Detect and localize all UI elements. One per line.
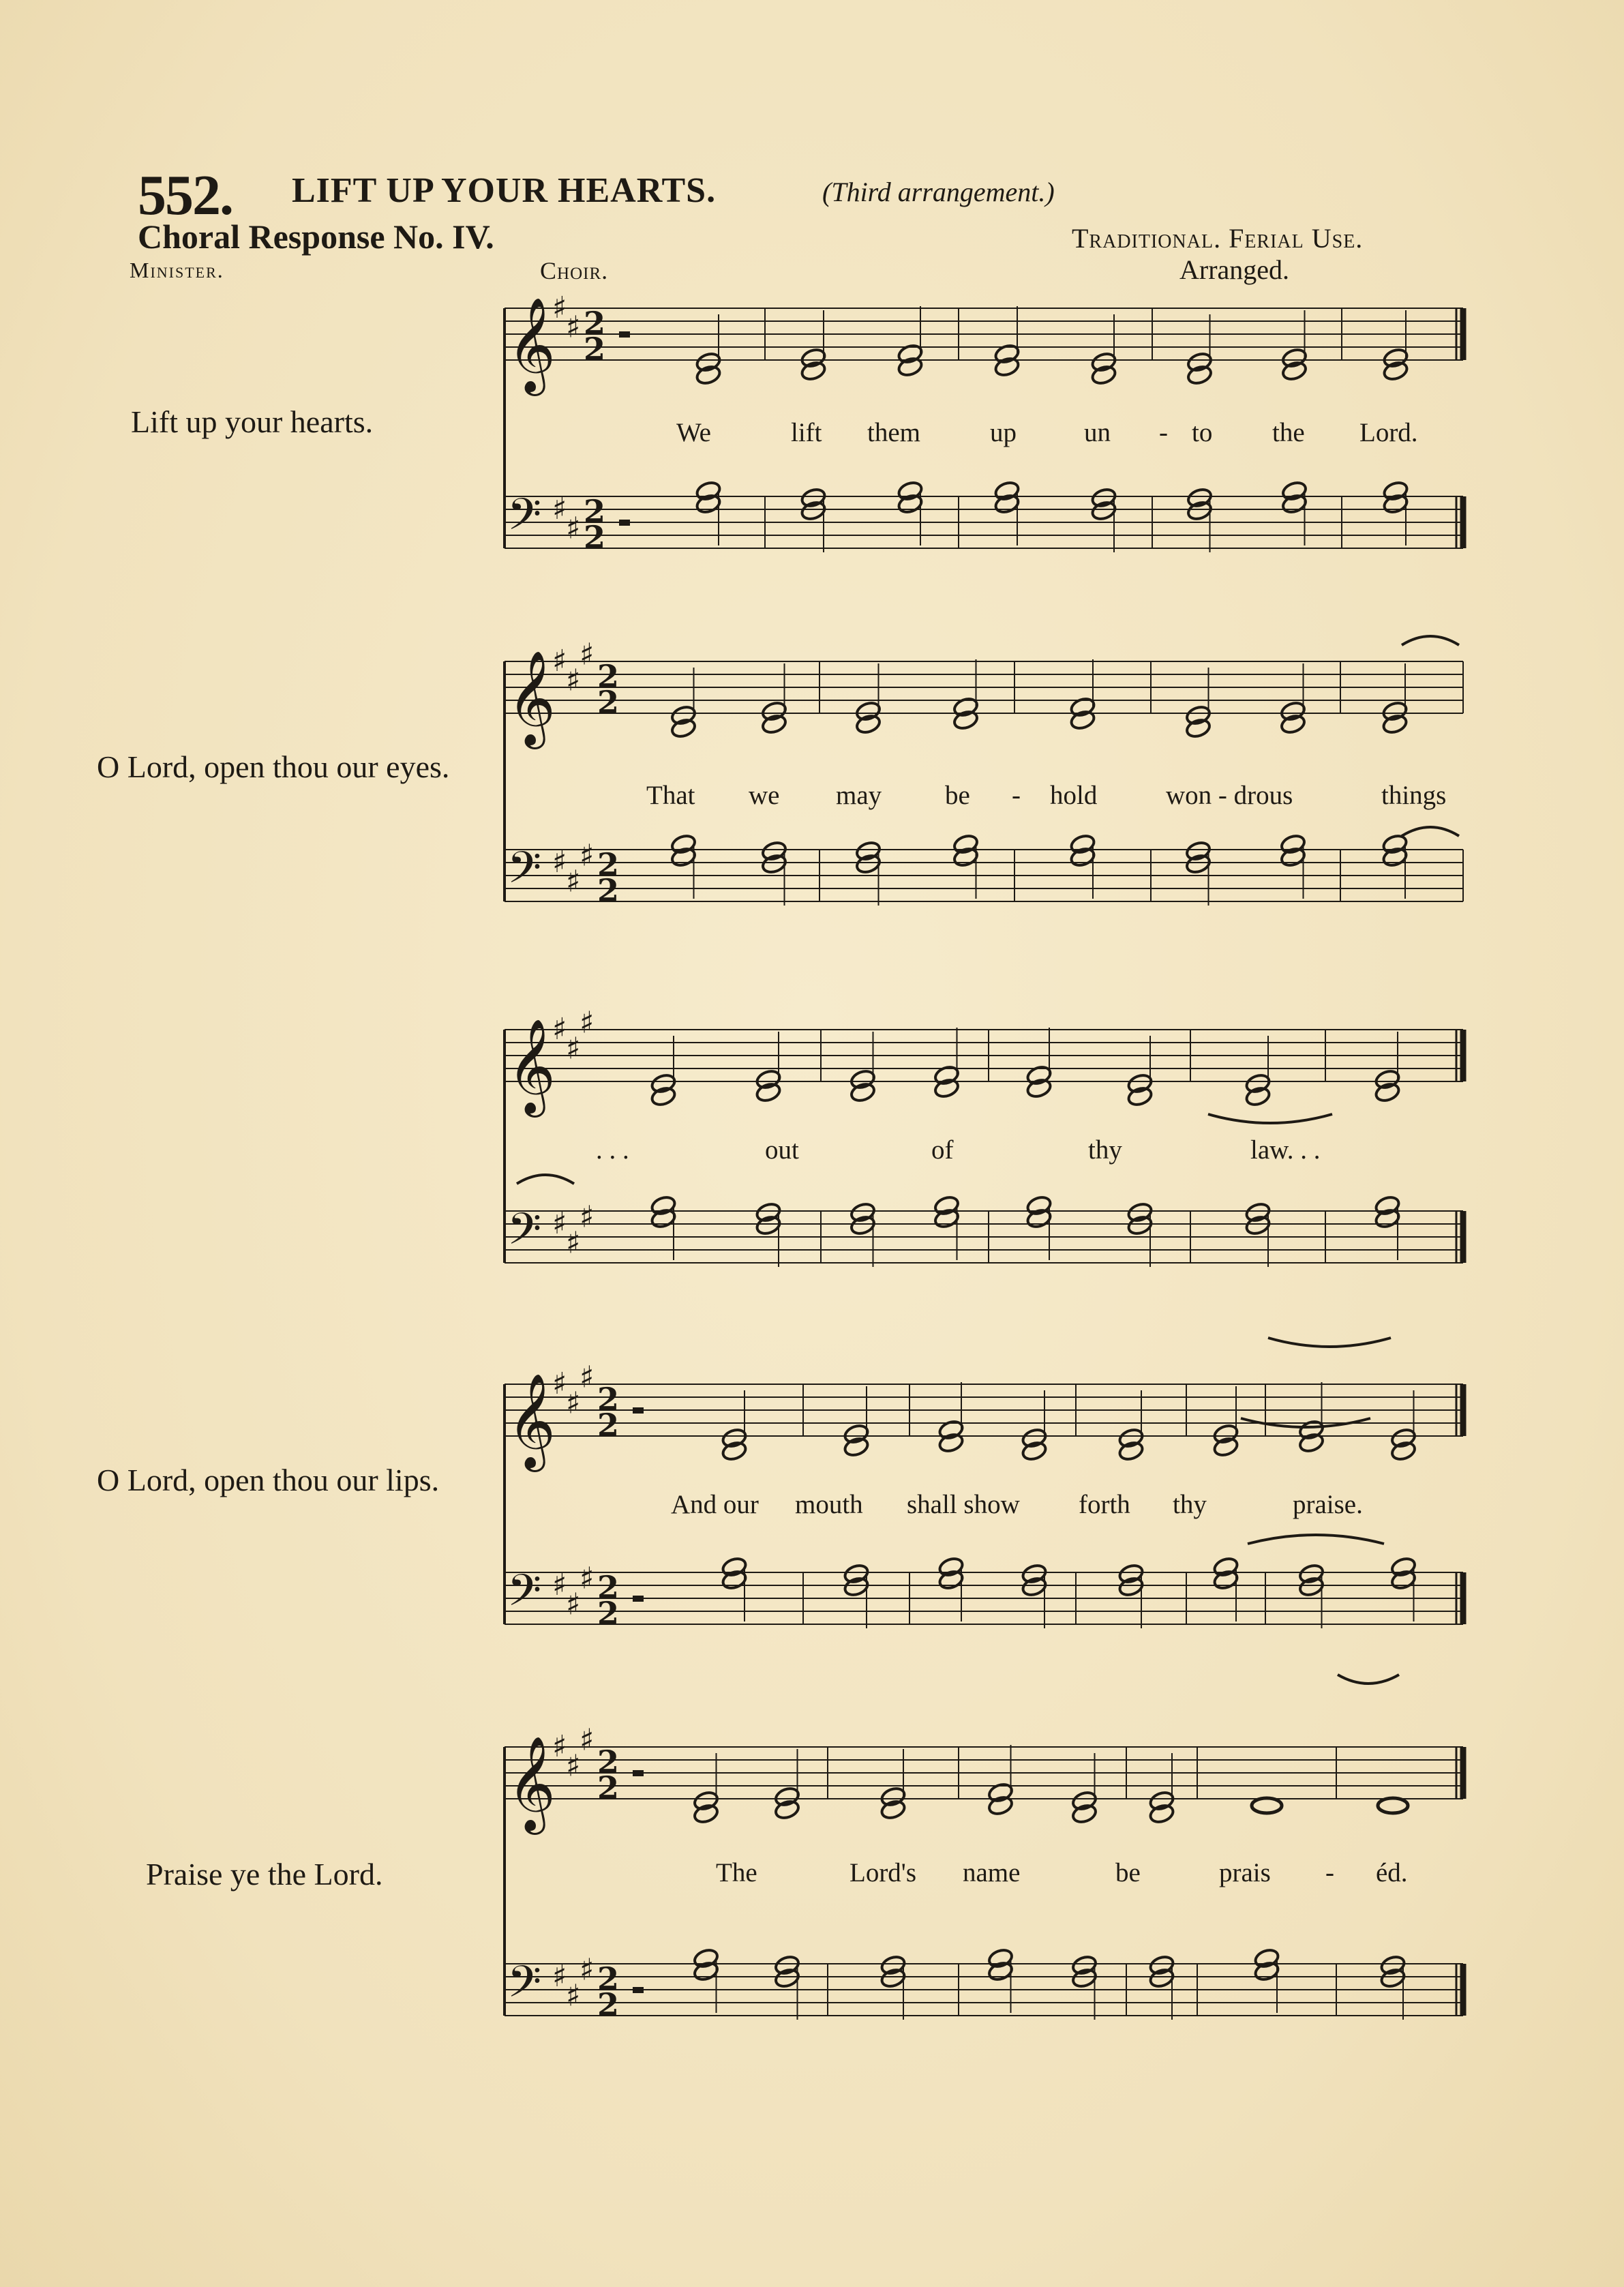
sharp-icon: ♯: [552, 845, 567, 880]
hymn-number: 552.: [138, 164, 232, 227]
lyric-word: mouth: [795, 1490, 863, 1519]
bass-clef-icon: 𝄢: [507, 1204, 542, 1266]
lyric-word: we: [749, 781, 780, 810]
sharp-icon: ♯: [552, 1959, 567, 1994]
sharp-icon: ♯: [552, 1568, 567, 1602]
sharp-icon: ♯: [580, 1360, 595, 1395]
half-rest: [633, 1596, 644, 1602]
sharp-icon: ♯: [566, 1386, 581, 1421]
time-signature: 2: [584, 305, 606, 342]
sharp-icon: ♯: [580, 1561, 595, 1596]
lyric-word: un: [1084, 418, 1111, 447]
slur: [517, 1175, 574, 1184]
time-signature: 2: [584, 331, 606, 368]
sharp-icon: ♯: [566, 1225, 581, 1261]
time-signature: 2: [597, 1381, 620, 1418]
time-signature: 2: [597, 1595, 620, 1632]
lyric-word: of: [931, 1135, 954, 1165]
sharp-icon: ♯: [552, 1729, 567, 1764]
sharp-icon: ♯: [552, 1012, 567, 1047]
sharp-icon: ♯: [566, 1587, 581, 1622]
treble-clef-icon: 𝄞: [507, 297, 556, 392]
sharp-icon: ♯: [552, 1206, 567, 1241]
lyric-word: shall show: [907, 1490, 1020, 1519]
slur: [1268, 1338, 1391, 1347]
slur: [1338, 1675, 1399, 1684]
bass-clef-icon: 𝄢: [507, 1566, 542, 1627]
lyric-word: -: [1159, 418, 1168, 447]
lyric-word: thy: [1173, 1490, 1207, 1519]
minister-verse-4: O Lord, open thou our lips.: [97, 1463, 440, 1497]
treble-clef-icon: 𝄞: [507, 1373, 556, 1468]
slur: [1208, 1114, 1332, 1123]
tie: [1402, 827, 1459, 836]
slur: [1248, 1535, 1384, 1544]
time-signature: 2: [584, 493, 606, 530]
half-rest: [633, 1407, 644, 1414]
lyric-word: lift: [791, 418, 822, 447]
tie: [1402, 636, 1459, 645]
time-signature: 2: [597, 1986, 620, 2023]
lyric-word: law. . .: [1250, 1135, 1321, 1165]
time-signature: 2: [597, 872, 620, 909]
sharp-icon: ♯: [580, 1199, 595, 1235]
lyric-word: -: [1325, 1858, 1334, 1887]
whole-note: [1252, 1798, 1282, 1813]
lyric-word: We: [676, 418, 711, 447]
sharp-icon: ♯: [566, 663, 581, 698]
sharp-icon: ♯: [580, 1952, 595, 1988]
sharp-icon: ♯: [580, 637, 595, 672]
lyric-word: them: [867, 418, 920, 447]
lyric-word: name: [963, 1858, 1021, 1887]
time-signature: 2: [584, 519, 606, 556]
lyric-word: be: [945, 781, 970, 810]
treble-clef-icon: 𝄞: [507, 651, 556, 745]
time-signature: 2: [597, 1769, 620, 1806]
half-rest: [619, 331, 630, 338]
lyric-word: And our: [671, 1490, 759, 1519]
lyric-word: éd.: [1376, 1858, 1408, 1887]
bass-clef-icon: 𝄢: [507, 1957, 542, 2018]
lyric-word: won - drous: [1166, 781, 1293, 810]
lyric-word: hold: [1050, 781, 1098, 810]
minister-verse-5: Praise ye the Lord.: [146, 1857, 383, 1892]
minister-verse-2: O Lord, open thou our eyes.: [97, 749, 450, 784]
sharp-icon: ♯: [552, 644, 567, 678]
lyric-word: Lord.: [1359, 418, 1418, 447]
lyric-word: That: [646, 781, 695, 810]
lyric-word: forth: [1079, 1490, 1130, 1519]
treble-clef-icon: 𝄞: [507, 1019, 556, 1113]
minister-label: Minister.: [130, 258, 224, 282]
lyric-word: may: [836, 781, 882, 810]
sharp-icon: ♯: [552, 290, 567, 325]
lyric-word: Lord's: [849, 1858, 917, 1887]
lyric-word: thy: [1088, 1135, 1122, 1165]
sharp-icon: ♯: [552, 1366, 567, 1401]
time-signature: 2: [597, 1960, 620, 1997]
hymn-subtitle: Choral Response No. IV.: [138, 218, 494, 256]
sharp-icon: ♯: [580, 1722, 595, 1758]
time-signature: 2: [597, 684, 620, 721]
sharp-icon: ♯: [552, 492, 567, 526]
lyric-word: The: [716, 1858, 757, 1887]
time-signature: 2: [597, 658, 620, 695]
sharp-icon: ♯: [566, 1031, 581, 1066]
time-signature: 2: [597, 1744, 620, 1780]
lyric-word: to: [1192, 418, 1213, 447]
half-rest: [633, 1987, 644, 1993]
time-signature: 2: [597, 1407, 620, 1444]
lyric-word: things: [1381, 781, 1447, 810]
whole-note: [1378, 1798, 1408, 1813]
sharp-icon: ♯: [566, 511, 581, 546]
minister-verse-1: Lift up your hearts.: [131, 404, 374, 439]
lyric-word: out: [765, 1135, 799, 1165]
half-rest: [619, 520, 630, 526]
sharp-icon: ♯: [566, 1978, 581, 2014]
tune-source: Traditional. Ferial Use.: [1072, 223, 1364, 254]
time-signature: 2: [597, 846, 620, 883]
lyric-word: praise.: [1293, 1490, 1363, 1519]
lyric-word: -: [1012, 781, 1021, 810]
bass-clef-icon: 𝄢: [507, 490, 542, 551]
sharp-icon: ♯: [580, 1005, 595, 1041]
lyric-word: up: [990, 418, 1017, 447]
choir-label: Choir.: [540, 257, 609, 284]
lyric-word: . . .: [596, 1135, 629, 1165]
treble-clef-icon: 𝄞: [507, 1736, 556, 1831]
time-signature: 2: [597, 1569, 620, 1606]
lyric-word: the: [1272, 418, 1305, 447]
sharp-icon: ♯: [566, 864, 581, 899]
sharp-icon: ♯: [566, 310, 581, 345]
lyric-word: prais: [1219, 1858, 1271, 1887]
sharp-icon: ♯: [566, 1748, 581, 1784]
hymn-title: LIFT UP YOUR HEARTS.: [292, 171, 717, 210]
lyric-word: be: [1115, 1858, 1141, 1887]
arrangement-note: (Third arrangement.): [822, 177, 1055, 207]
bass-clef-icon: 𝄢: [507, 843, 542, 904]
half-rest: [633, 1770, 644, 1776]
arranged-note: Arranged.: [1179, 254, 1290, 285]
sharp-icon: ♯: [580, 838, 595, 873]
